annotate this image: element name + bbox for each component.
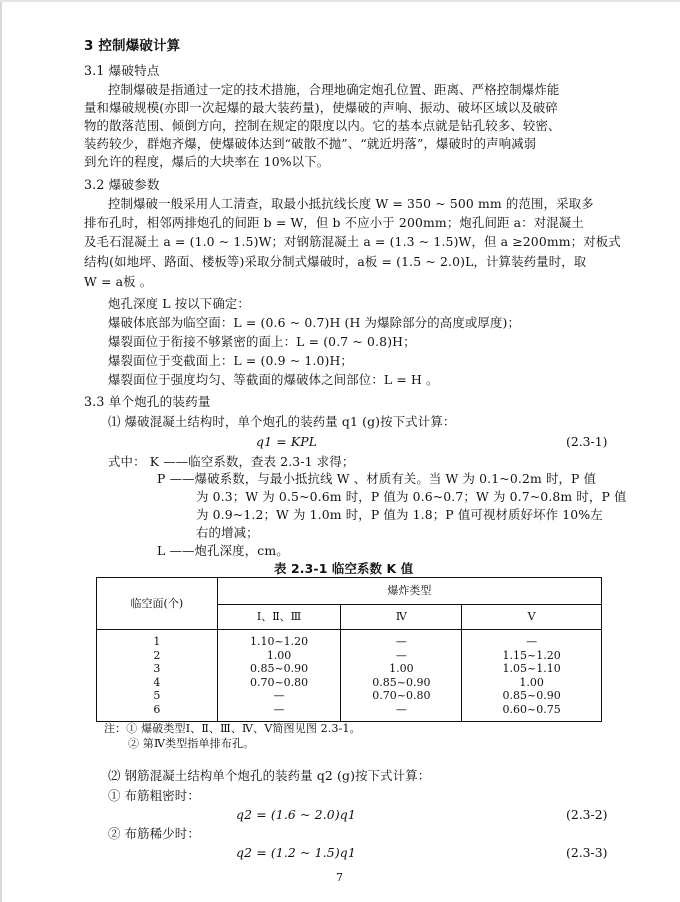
paragraph-line: 物的散落范围、倾倒方向，控制在规定的限度以内。它的基本点就是钻孔较多、较密、 (84, 118, 561, 133)
paragraph-line: 及毛石混凝土 a = (1.0 ~ 1.5)W；对钢筋混凝土 a = (1.3 ~ 1.5)W，但 a ≥200mm；对板式 (84, 234, 621, 249)
table-subheader-type-5: Ⅴ (462, 605, 602, 630)
item-2-text: ⑵ 钢筋混凝土结构单个炮孔的装药量 q2 (g)按下式计算： (108, 768, 431, 783)
table-cell: 0.85~0.90 (372, 675, 431, 689)
paragraph-line: W = a板 。 (84, 274, 153, 289)
table-cell: 1.00 (266, 648, 292, 662)
table-cell: 0.85~0.90 (502, 689, 561, 703)
subsection-title-3-3: 3.3 单个炮孔的装药量 (84, 394, 211, 409)
table-cell: 5 (153, 689, 161, 703)
table-cell: — (395, 635, 407, 648)
table-subheader-type-4: Ⅳ (341, 605, 462, 630)
equation-number: (2.3-3) (566, 845, 608, 860)
table-subheader-type-1-3: Ⅰ、Ⅱ、Ⅲ (217, 605, 341, 630)
table-cell: 1.15~1.20 (502, 648, 561, 662)
depth-rule: 爆裂面位于变截面上：L = (0.9 ~ 1.0)H； (108, 353, 353, 368)
page-number: 7 (336, 871, 343, 884)
where-line: 为 0.3；W 为 0.5~0.6m 时，P 值为 0.6~0.7；W 为 0.7~0.8m 时，P 值 (196, 489, 627, 504)
dense-rebar-label: ① 布筋粗密时： (108, 788, 200, 803)
table-cell: 0.70~0.80 (249, 675, 309, 689)
where-line: 为 0.9~1.2；W 为 1.0m 时，P 值为 1.8；P 值可视材质好坏作 10%左 (196, 507, 603, 522)
table-cell: 1 (153, 635, 161, 648)
paragraph-line: 结构(如地坪、路面、楼板等)采取分制式爆破时，a板 = (1.5 ~ 2.0)L，计算装药量时，取 (84, 254, 587, 269)
table-note: 注：① 爆破类型Ⅰ、Ⅱ、Ⅲ、Ⅳ、Ⅴ简图见图 2.3-1。 (104, 722, 361, 735)
depth-rule: 爆破体底部为临空面：L = (0.6 ~ 0.7)H (H 为爆除部分的高度或厚度)； (108, 315, 521, 330)
table-cell: 1.00 (519, 675, 544, 689)
table-column-faces (97, 630, 218, 722)
equation-2-3-2: q2 = (1.6 ~ 2.0)q1 (236, 807, 356, 822)
coefficient-table (96, 577, 602, 722)
where-line: 式中： K ——临空系数，查表 2.3-1 求得； (108, 454, 355, 469)
table-cell: — (395, 702, 407, 716)
item-1-text: ⑴ 爆破混凝土结构时，单个炮孔的装药量 q1 (g)按下式计算： (108, 414, 456, 429)
table-cell: 1.05~1.10 (502, 662, 561, 676)
depth-rule: 爆裂面位于衔接不够紧密的面上：L = (0.7 ~ 0.8)H； (108, 334, 416, 349)
sparse-rebar-label: ② 布筋稀少时： (108, 826, 200, 841)
table-column-type-4 (341, 630, 462, 722)
subsection-title-3-1: 3.1 爆破特点 (84, 63, 160, 78)
table-cell: — (526, 635, 538, 648)
table-header-blast-type: 爆炸类型 (217, 578, 601, 605)
table-header-faces: 临空面(个) (97, 578, 218, 630)
table-cell: 3 (153, 662, 161, 676)
table-cell: 0.60~0.75 (502, 702, 561, 716)
equation-2-3-1: q1 = KPL (256, 434, 318, 449)
equation-number: (2.3-1) (566, 434, 608, 449)
table-note: ② 第Ⅳ类型指单排布孔。 (128, 737, 255, 750)
table-cell: 1.00 (389, 662, 414, 676)
table-cell: — (395, 648, 407, 662)
table-column-type-1-3 (217, 630, 341, 722)
table-cell: 6 (153, 702, 161, 716)
equation-number: (2.3-2) (566, 807, 608, 822)
where-line: P ——爆破系数，与最小抵抗线 W 、材质有关。当 W 为 0.1~0.2m 时，P 值 (157, 471, 597, 486)
table-cell: 2 (153, 648, 161, 662)
equation-2-3-3: q2 = (1.2 ~ 1.5)q1 (236, 845, 356, 860)
table-caption: 表 2.3-1 临空系数 K 值 (274, 561, 414, 576)
paragraph-line: 控制爆破一般采用人工清查，取最小抵抗线长度 W = 350 ~ 500 mm 的范围，采取多 (108, 196, 594, 211)
section-title: 3 控制爆破计算 (84, 38, 181, 54)
paragraph-line: 装药较少，群炮齐爆，使爆破体达到“破散不抛”、“就近坍落”，爆破时的声响减弱 (84, 136, 537, 151)
table-column-type-5 (462, 630, 602, 722)
table-cell: — (273, 689, 285, 703)
where-line: 右的增减； (196, 525, 259, 540)
paragraph-line: 到允许的程度，爆后的大块率在 10%以下。 (84, 154, 330, 169)
table-cell: 1.10~1.20 (249, 635, 309, 648)
depth-rule: 爆裂面位于强度均匀、等截面的爆破体之间部位：L = H 。 (108, 372, 439, 387)
table-cell: 4 (153, 675, 161, 689)
where-line: L ——炮孔深度，cm。 (157, 543, 289, 558)
table-cell: 0.85~0.90 (249, 662, 309, 676)
paragraph-line: 控制爆破是指通过一定的技术措施，合理地确定炮孔位置、距离、严格控制爆炸能 (108, 82, 560, 97)
paragraph-line: 排布孔时，相邻两排炮孔的间距 b = W，但 b 不应小于 200mm；炮孔间距 a：对混凝土 (84, 215, 584, 230)
depth-intro: 炮孔深度 L 按以下确定： (108, 296, 250, 311)
paragraph-line: 量和爆破规模(亦即一次起爆的最大装药量)，使爆破的声响、振动、破坏区域以及破碎 (84, 100, 558, 115)
table-cell: 0.70~0.80 (372, 689, 431, 703)
subsection-title-3-2: 3.2 爆破参数 (84, 177, 160, 192)
table-cell: — (273, 702, 285, 716)
